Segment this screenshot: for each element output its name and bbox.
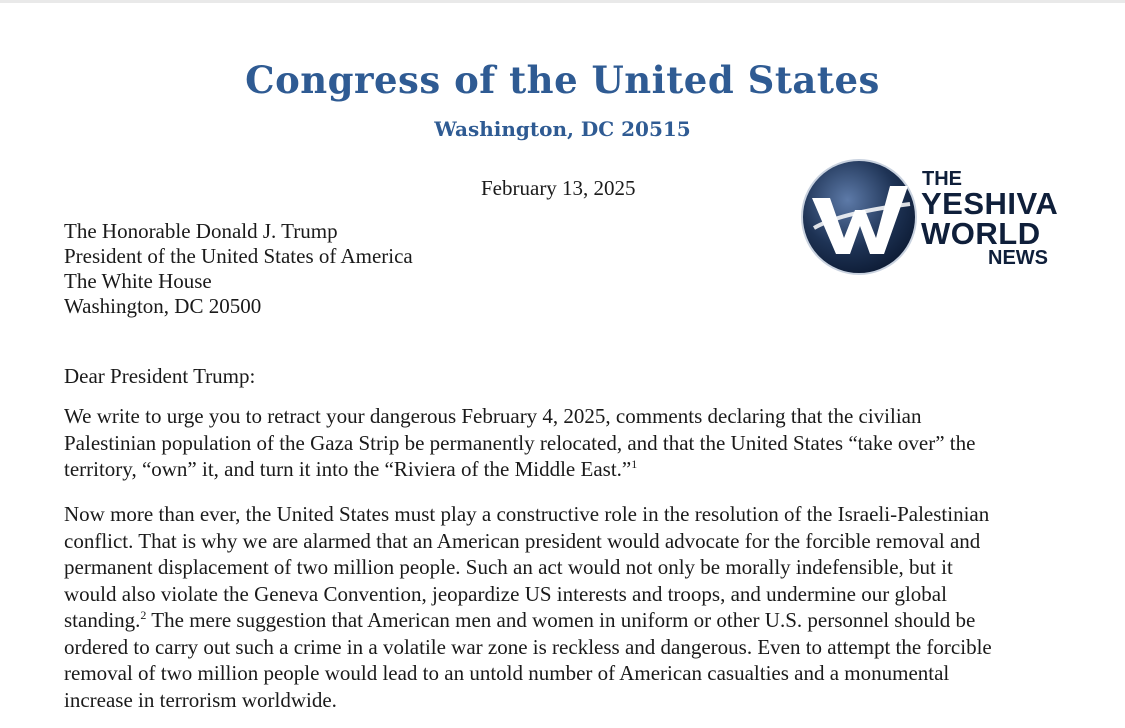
paragraph-line-text: territory, “own” it, and turn it into the “Riviera of the Middle East.” [64,457,632,481]
logo-text-news: NEWS [988,247,1048,269]
paragraph-line: removal of two million people would lead to an untold number of American casualties and a monumental [64,661,950,685]
paragraph-line: increase in terrorism worldwide. [64,687,337,712]
logo-text-the: THE [922,168,962,190]
logo-text-yeshiva: YESHIVA [921,186,1059,221]
footnote-marker: 1 [631,457,638,471]
paragraph-line: ordered to carry out such a crime in a volatile war zone is reckless and dangerous. Even to attempt the forcible [64,634,992,659]
paragraph-line-text: The mere suggestion that American men and women in uniform or other U.S. personnel should be [146,608,976,632]
footnote-marker: 2 [140,608,147,622]
paragraph-line: permanent displacement of two million people. Such an act would not only be morally indefensible, but it [64,555,953,579]
yeshiva-world-w-emblem-icon [800,158,918,276]
paragraph-2 [64,501,1064,713]
logo-text-world: WORLD [921,216,1041,251]
paragraph-line [64,456,1064,483]
paragraph-1 [64,403,1064,483]
paragraph-line: would also violate the Geneva Convention, jeopardize US interests and troops, and undermine our global [64,581,947,606]
paragraph-line: Now more than ever, the United States must play a constructive role in the resolution of the Israeli-Palestinian [64,502,990,526]
paragraph-line: conflict. That is why we are alarmed that an American president would advocate for the forcible removal and [64,528,981,553]
recipient-address [64,219,413,319]
letter-date: February 13, 2025 [481,176,636,200]
paragraph-line: We write to urge you to retract your dangerous February 4, 2025, comments declaring that the civilian [64,404,922,428]
address-line: President of the United States of America [64,244,413,268]
address-line: The White House [64,269,212,293]
paragraph-line: Palestinian population of the Gaza Strip be permanently relocated, and that the United States “take over” the [64,430,976,455]
letterhead-title: Congress of the United States [245,58,880,102]
letterhead-address: Washington, DC 20515 [434,117,691,141]
address-line: The Honorable Donald J. Trump [64,219,338,243]
salutation: Dear President Trump: [64,364,256,388]
address-line: Washington, DC 20500 [64,294,262,318]
yeshiva-world-news-logo [800,158,1060,276]
top-rule [0,0,1125,3]
paragraph-line-text: standing. [64,608,141,632]
paragraph-line [64,607,1064,634]
